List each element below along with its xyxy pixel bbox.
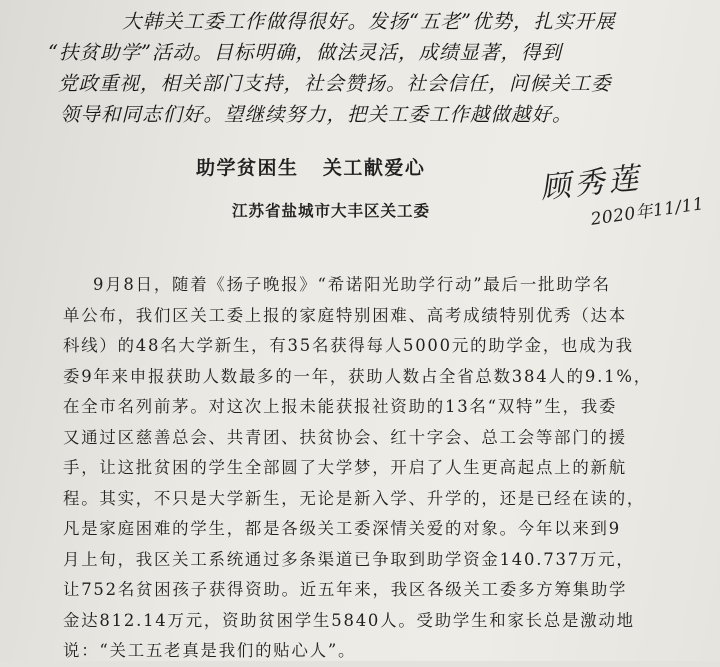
body-line: 委9年来申报获助人数最多的一年，获助人数占全省总数384人的9.1%， [63, 366, 652, 386]
handwritten-line: 大韩关工委工作做得很好。发扬“五老”优势，扎实开展 [122, 10, 616, 33]
body-line: 程。其实，不只是大学新生，无论是新入学、升学的，还是已经在读的， [63, 488, 646, 508]
article-body [63, 270, 683, 667]
body-line: 凡是家庭困难的学生，都是各级关工委深情关爱的对象。今年以来到9 [63, 519, 621, 538]
body-line: 月上旬，我区关工系统通过多条渠道已争取到助学资金140.737万元， [63, 549, 635, 569]
document-title: 助学贫困生 关工献爱心 [196, 157, 426, 179]
body-line: 让752名贫困孩子获得资助。近五年来，我区各级关工委多方筹集助学 [63, 580, 628, 599]
body-line: 单公布，我们区关工委上报的家庭特别困难、高考成绩特别优秀（达本 [63, 305, 627, 325]
handwritten-note [48, 6, 708, 130]
handwritten-line: 党政重视，相关部门支持，社会赞扬。社会信任，问候关工委 [58, 72, 612, 95]
body-line: 在全市名列前茅。对这次上报未能获报社资助的13名“双特”生，我委 [63, 397, 618, 416]
body-line: 说：“关工五老真是我们的贴心人”。 [63, 641, 357, 660]
body-line: 金达812.14万元，资助贫困学生5840人。受助学生和家长总是激动地 [63, 610, 635, 630]
signature: 顾秀莲 [538, 160, 644, 207]
signature-date: 2020年11/11 [589, 194, 706, 230]
body-line: 手，让这批贫困的学生全部圆了大学梦，开启了人生更高起点上的新航 [63, 458, 627, 477]
body-line: 科线）的48名大学新生，有35名获得每人5000元的助学金，也成为我 [63, 336, 634, 355]
body-line: 又通过区慈善总会、共青团、扶贫协会、红十字会、总工会等部门的援 [63, 427, 627, 447]
handwritten-line: “扶贫助学”活动。目标明确，做法灵活，成绩显著，得到 [48, 41, 562, 64]
handwritten-line: 领导和同志们好。望继续努力，把关工委工作越做越好。 [60, 103, 573, 126]
body-line: 9月8日，随着《扬子晚报》“希诺阳光助学行动”最后一批助学名 [93, 275, 611, 294]
organization-name: 江苏省盐城市大丰区关工委 [232, 201, 431, 220]
